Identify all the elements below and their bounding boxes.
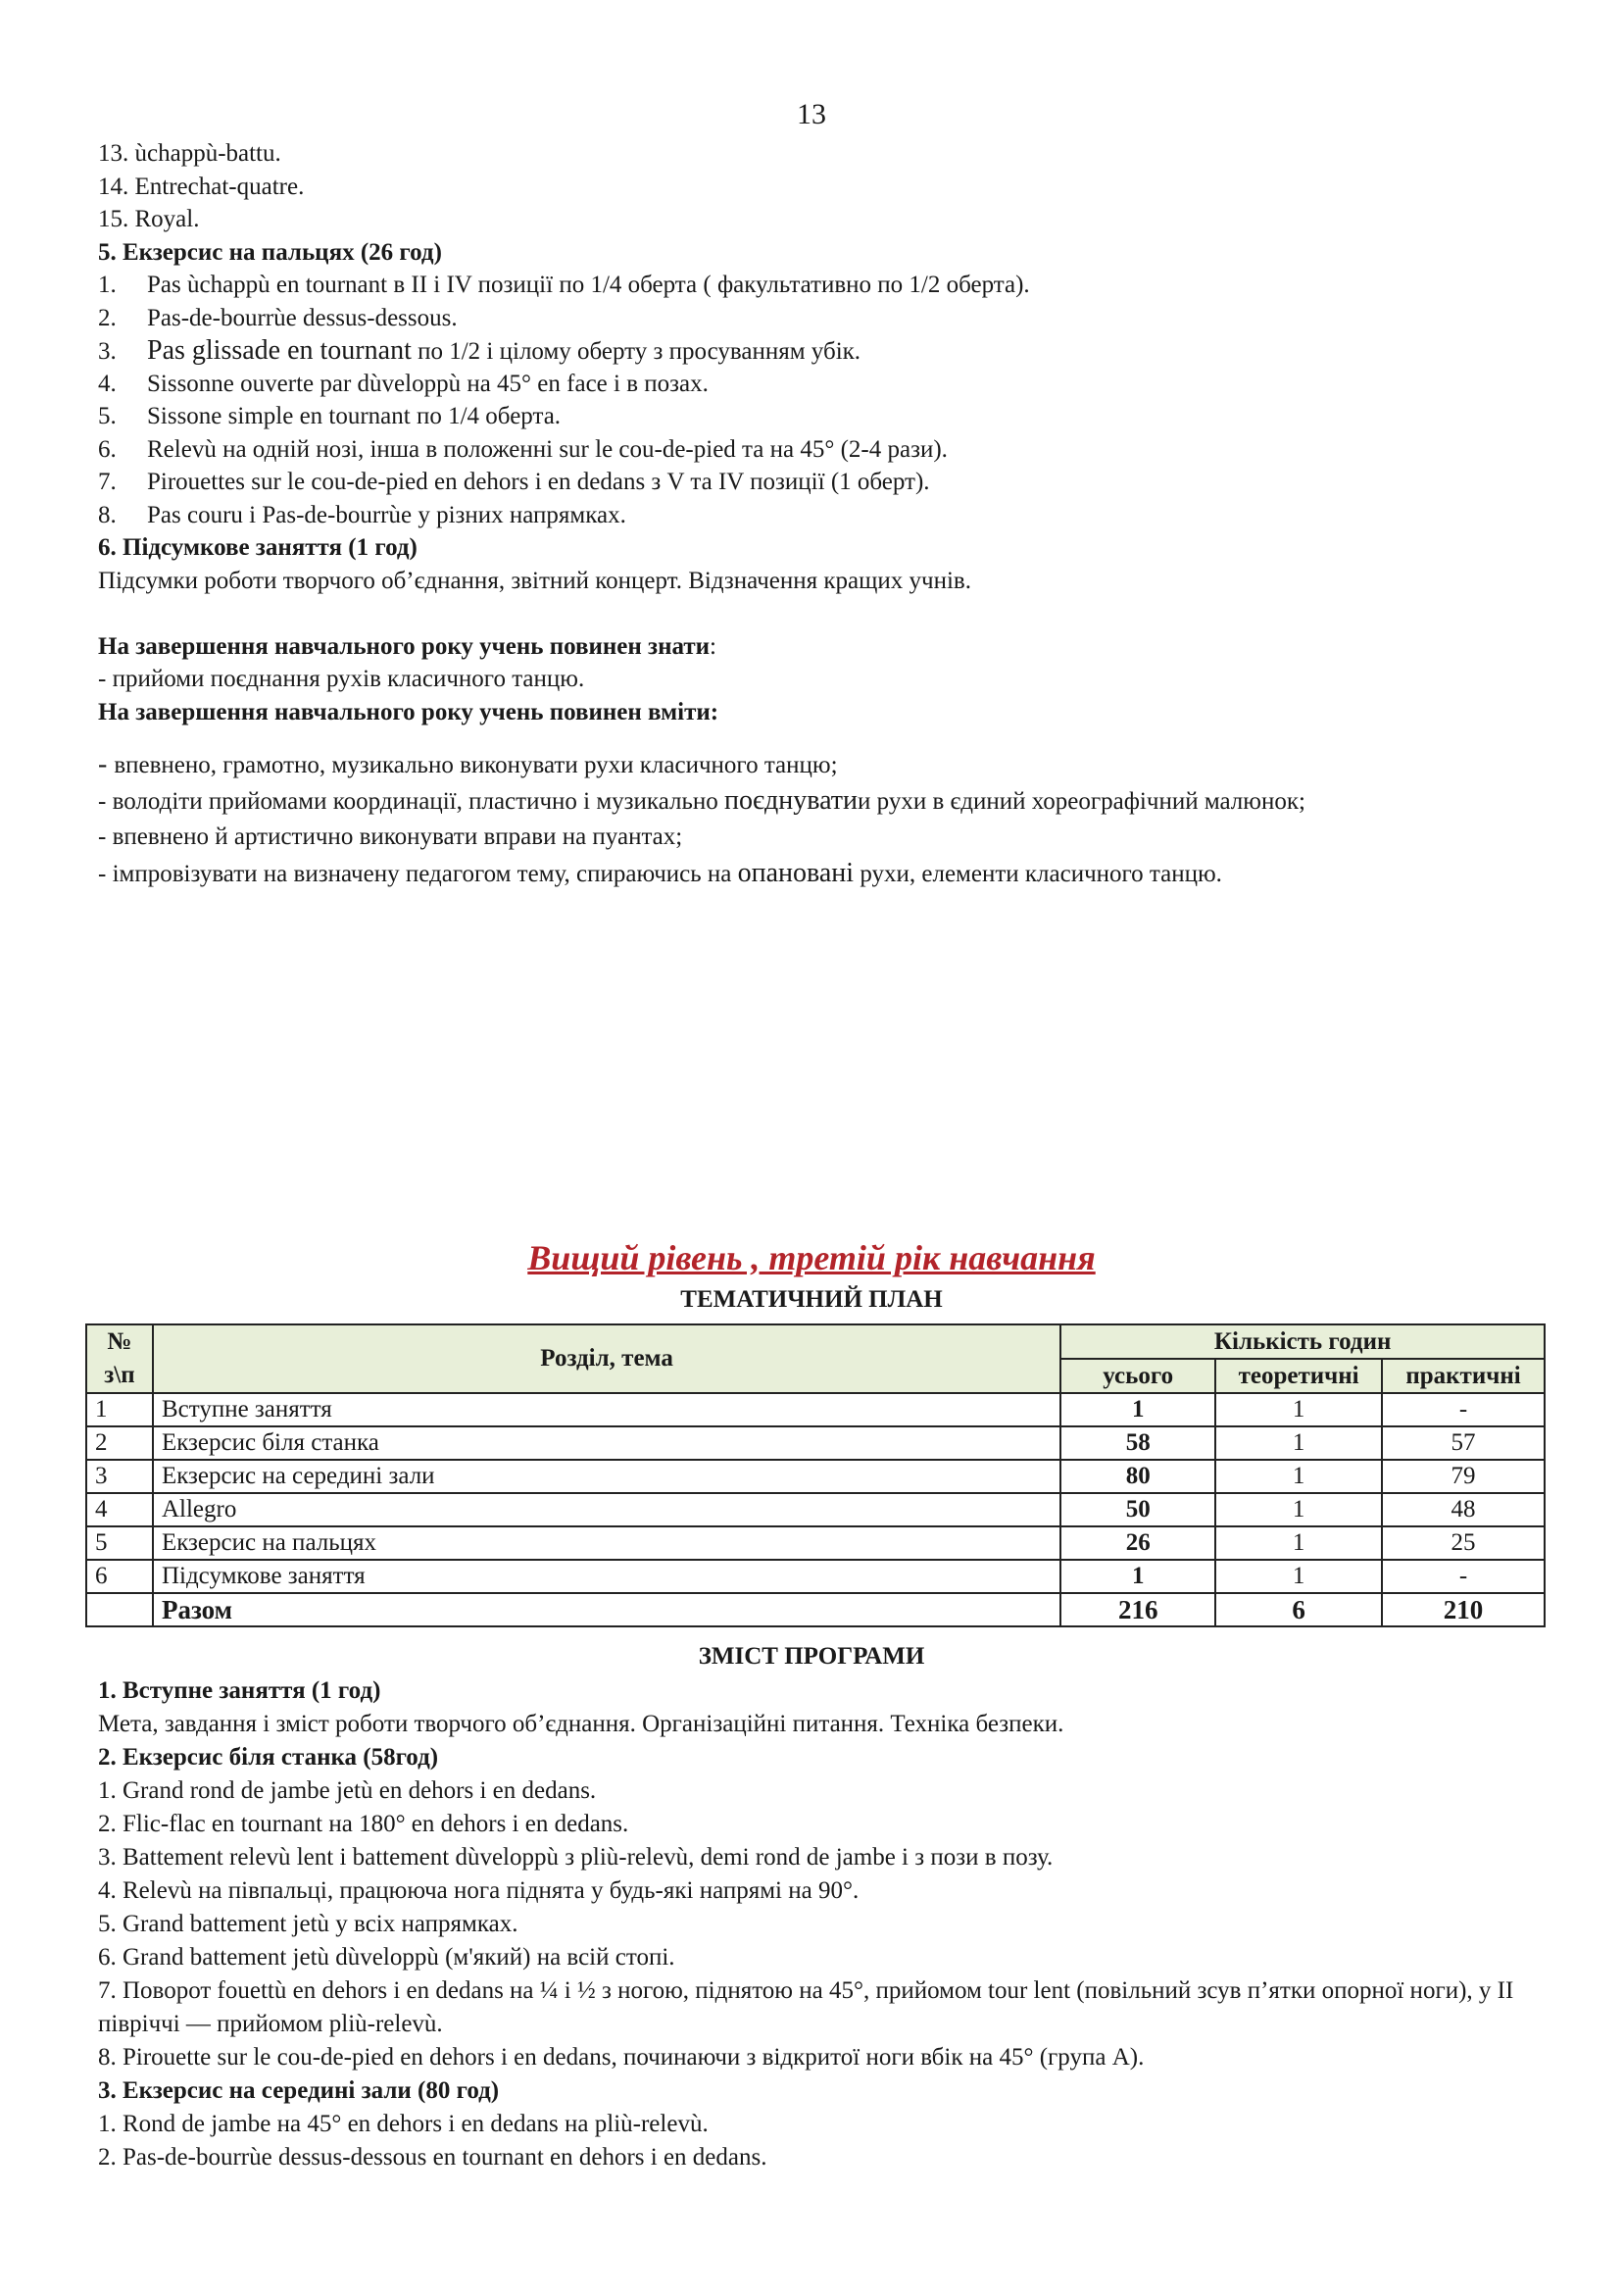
- list-item: 2. Flic-flac en tournant на 180° en dehors і en dedans.: [98, 1811, 629, 1837]
- cell-theory: 1: [1215, 1393, 1382, 1426]
- item-text-large: опановані: [737, 858, 855, 888]
- list-item: [98, 499, 1529, 532]
- cell-theory: 1: [1215, 1460, 1382, 1493]
- list-item: 5. Grand battement jetù у всіх напрямках.: [98, 1911, 518, 1937]
- item-text: Sissonne ouverte par dùveloppù на 45° en face і в позах.: [147, 370, 709, 397]
- list-item: 2. Pas-de-bourrùe dessus-dessous en tournant en dehors і en dedans.: [98, 2144, 767, 2171]
- sum-practice: 210: [1382, 1593, 1545, 1626]
- skills-list: [98, 746, 1529, 891]
- content-title: ЗМІСТ ПРОГРАМИ: [698, 1643, 925, 1670]
- table-sum-row: [86, 1593, 1545, 1626]
- item-text: Pas-de-bourrùe dessus-dessous.: [147, 304, 458, 331]
- list-item: 6. Grand battement jetù dùveloppù (м'який) на всій стопі.: [98, 1944, 675, 1971]
- list-item: 4. Relevù на півпальці, працююча нога піднята у будь-які напрямі на 90°.: [98, 1877, 860, 1904]
- section-heading-final: 6. Підсумкове заняття (1 год): [98, 534, 418, 561]
- paragraph: Мета, завдання і зміст роботи творчого об’єднання. Організаційні питання. Техніка безпеки.: [98, 1711, 1064, 1737]
- item-text: - володіти прийомами координації, пластично і музикально: [98, 788, 725, 815]
- table-row: [86, 1526, 1545, 1560]
- top-section: [98, 137, 1529, 728]
- cell-practice: 48: [1382, 1493, 1545, 1526]
- know-heading-line: [98, 630, 1529, 664]
- cell-total: 1: [1060, 1393, 1215, 1426]
- list-item: [98, 433, 1529, 467]
- cell-total: 50: [1060, 1493, 1215, 1526]
- sum-label: Разом: [153, 1593, 1060, 1626]
- section-heading-barre: 2. Екзерсис біля станка (58год): [98, 1744, 439, 1771]
- cell-topic: Екзерсис на пальцях: [153, 1526, 1060, 1560]
- list-item: 1. Grand rond de jambe jetù en dehors і en dedans.: [98, 1777, 597, 1804]
- cell-topic: Екзерсис біля станка: [153, 1426, 1060, 1460]
- sum-theory: 6: [1215, 1593, 1382, 1626]
- cell-topic: Allegro: [153, 1493, 1060, 1526]
- list-item: [98, 819, 1529, 855]
- item-text: впевнено, грамотно, музикально виконувати рухи класичного танцю;: [114, 752, 838, 778]
- cell-practice: -: [1382, 1560, 1545, 1593]
- header-topic: Розділ, тема: [153, 1324, 1060, 1393]
- item-number: 4.: [98, 370, 117, 397]
- content-section: [98, 1674, 1529, 2174]
- list-item: 8. Pirouette sur le cou-de-pied en dehors і en dedans, починаючи з відкритої ноги вбік на 45° (група А).: [98, 2044, 1145, 2071]
- table-row: [86, 1493, 1545, 1526]
- list-item: [98, 746, 1529, 782]
- spacer: [98, 597, 1529, 630]
- cell-total: 1: [1060, 1560, 1215, 1593]
- cell-theory: 1: [1215, 1493, 1382, 1526]
- item-number: 5.: [98, 403, 117, 429]
- can-heading: На завершення навчального року учень повинен вміти:: [98, 698, 719, 725]
- cell-num: 2: [86, 1426, 153, 1460]
- item-dash: -: [98, 749, 115, 779]
- cell-topic: Вступне заняття: [153, 1393, 1060, 1426]
- item-text-large: поєднувати: [724, 785, 859, 816]
- cell-total: 26: [1060, 1526, 1215, 1560]
- section-heading-pointe: 5. Екзерсис на пальцях (26 год): [98, 238, 442, 266]
- item-text: - впевнено й артистично виконувати вправи на пуантах;: [98, 824, 683, 850]
- list-item: [98, 466, 1529, 499]
- table-header-row: [86, 1324, 1545, 1359]
- cell-num: 4: [86, 1493, 153, 1526]
- cell-practice: 57: [1382, 1426, 1545, 1460]
- cell-num: 3: [86, 1460, 153, 1493]
- item-text: - імпровізувати на визначену педагогом тему, спираючись на: [98, 861, 738, 887]
- item-text: по 1/2 і цілому оберту з просуванням убік.: [411, 338, 861, 365]
- cell-topic: Екзерсис на середині зали: [153, 1460, 1060, 1493]
- list-item: [98, 400, 1529, 433]
- list-item: [98, 368, 1529, 401]
- cell-num: 1: [86, 1393, 153, 1426]
- item-number: 7.: [98, 469, 117, 495]
- list-item: 3. Battement relevù lent і battement dùveloppù з pliù-relevù, demi rond de jambe і з пози в позу.: [98, 1844, 1054, 1871]
- cell-num: 5: [86, 1526, 153, 1560]
- list-item: [98, 855, 1529, 891]
- item-text: Pas couru і Pas-de-bourrùe у різних напрямках.: [147, 501, 626, 528]
- item-text: и рухи в єдиний хореографічний малюнок;: [858, 788, 1305, 815]
- item-number: 3.: [98, 338, 117, 365]
- page-number: 13: [797, 98, 826, 130]
- item-text-large: Pas glissade en tournant: [147, 335, 412, 366]
- know-colon: :: [710, 632, 716, 660]
- list-item: [98, 334, 1529, 368]
- header-num-cell: [86, 1324, 153, 1393]
- plan-title: ТЕМАТИЧНИЙ ПЛАН: [680, 1286, 943, 1313]
- item-number: 2.: [98, 304, 117, 331]
- cell-theory: 1: [1215, 1526, 1382, 1560]
- header-num-sub: з\п: [104, 1362, 135, 1388]
- item-text: Sissone simple en tournant по 1/4 оберта.: [147, 403, 562, 429]
- list-item: [98, 302, 1529, 335]
- item-text: Relevù на одній нозі, інша в положенні sur le cou-de-pied та на 45° (2-4 рази).: [147, 435, 948, 463]
- header-num: №: [107, 1328, 132, 1355]
- item-text: Pas ùchappù en tournant в ІІ і ІV позиції по 1/4 оберта ( факультативно по 1/2 оберта).: [147, 272, 1030, 298]
- list-item: - прийоми поєднання рухів класичного танцю.: [98, 666, 585, 692]
- cell-total: 58: [1060, 1426, 1215, 1460]
- item-number: 1.: [98, 272, 117, 298]
- list-item: 7. Поворот fouettù en dehors і en dedans на ¼ і ½ з ногою, піднятою на 45°, прийомом tour lent (повільний зсув п’ятки опорної ноги), у ІІ півріччі — прийомом pliù-relevù.: [98, 1977, 1514, 2037]
- cell-practice: 25: [1382, 1526, 1545, 1560]
- cell-theory: 1: [1215, 1426, 1382, 1460]
- cell-practice: 79: [1382, 1460, 1545, 1493]
- cell-total: 80: [1060, 1460, 1215, 1493]
- table-row: [86, 1460, 1545, 1493]
- list-item: 14. Entrechat-quatre.: [98, 173, 305, 200]
- cell-num: 6: [86, 1560, 153, 1593]
- cell-theory: 1: [1215, 1560, 1382, 1593]
- list-item: [98, 269, 1529, 302]
- section-heading-center: 3. Екзерсис на середині зали (80 год): [98, 2077, 500, 2104]
- know-heading: На завершення навчального року учень повинен знати: [98, 632, 711, 660]
- list-item: 1. Rond de jambe на 45° en dehors і en dedans на pliù-relevù.: [98, 2111, 709, 2137]
- item-text: рухи, елементи класичного танцю.: [854, 861, 1222, 887]
- header-theory: теоретичні: [1215, 1359, 1382, 1393]
- cell-num: [86, 1593, 153, 1626]
- list-item: 15. Royal.: [98, 206, 200, 232]
- item-number: 8.: [98, 501, 117, 528]
- sum-total: 216: [1060, 1593, 1215, 1626]
- item-number: 6.: [98, 435, 117, 463]
- cell-practice: -: [1382, 1393, 1545, 1426]
- table-row: [86, 1426, 1545, 1460]
- paragraph: Підсумки роботи творчого об’єднання, звітний концерт. Відзначення кращих учнів.: [98, 567, 971, 594]
- cell-topic: Підсумкове заняття: [153, 1560, 1060, 1593]
- table-row: [86, 1393, 1545, 1426]
- header-total: усього: [1060, 1359, 1215, 1393]
- level-heading: Вищий рівень , третій рік навчання: [527, 1238, 1096, 1277]
- header-hours: Кількість годин: [1060, 1324, 1545, 1359]
- list-item: [98, 782, 1529, 819]
- header-practice: практичні: [1382, 1359, 1545, 1393]
- list-item: 13. ùchappù-battu.: [98, 140, 281, 167]
- table-row: [86, 1560, 1545, 1593]
- thematic-plan-table: [85, 1323, 1546, 1627]
- item-text: Pirouettes sur le cou-de-pied en dehors і en dedans з V та ІV позиції (1 оберт).: [147, 469, 930, 495]
- section-heading-intro: 1. Вступне заняття (1 год): [98, 1677, 381, 1704]
